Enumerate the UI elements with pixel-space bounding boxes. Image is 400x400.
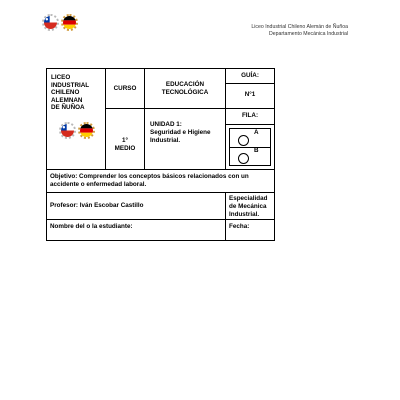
option-a-row[interactable] [238,129,259,146]
school-name-line: DE ÑUÑOA [51,104,85,112]
specialty-line: Especialidad de Mecánica [229,195,268,210]
school-name-line: LICEO [51,74,71,81]
objective-line: Objetivo: Comprender los conceptos básicos relacionados con un [50,173,249,180]
school-name-line: ALEMNAN [51,96,83,104]
germany-flag-gear-icon [61,14,78,31]
date-cell[interactable] [226,219,275,240]
curso-value-cell [106,109,145,170]
school-name-line: CHILENO [51,89,80,97]
header-department: Departamento Mecánica Industrial [268,31,348,37]
fila-label: FILA: [226,109,274,125]
option-b-label: B [254,147,259,154]
curso-value-line: MEDIO [114,144,136,152]
unit-cell [145,109,226,170]
objective-cell [47,170,275,193]
guide-header-table [46,68,275,241]
specialty-line: Industrial. [229,210,260,218]
subject-label-line: EDUCACIÓN [165,81,205,88]
curso-label-cell [106,69,145,109]
student-name-cell[interactable] [47,219,226,240]
curso-value-line: 1° [121,137,129,144]
chile-flag-gear-icon [42,14,59,31]
objective-line: accidente o enfermedad laboral. [50,180,147,188]
teacher-label: Profesor: Iván Escobar Castillo [50,202,144,210]
option-a-radio[interactable] [238,135,249,146]
unit-line: Industrial. [150,136,181,144]
header-institution: Liceo Industrial Chileno Alemán de Ñuñoa [251,24,348,30]
option-a-label: A [254,129,259,136]
unit-line: Seguridad e Higiene [150,128,211,136]
school-logo-top [42,14,78,31]
unit-line: UNIDAD 1: [150,121,182,128]
guia-label: GUÍA: [226,69,274,84]
germany-flag-gear-icon [78,122,95,139]
chile-flag-gear-icon [59,122,76,139]
subject-cell [145,69,226,109]
guia-cell [226,69,275,109]
teacher-cell [47,193,226,220]
school-logo-table [59,122,102,139]
date-label: Fecha: [229,222,250,230]
subject-label-line: TECNOLÓGICA [161,88,209,96]
student-name-label: Nombre del o la estudiante: [50,222,133,230]
fila-cell [226,109,275,170]
curso-label: CURSO [113,85,137,92]
school-name-line: INDUSTRIAL [51,81,90,89]
option-b-radio[interactable] [238,153,249,164]
school-cell [47,69,106,170]
guia-number: N°1 [244,91,256,98]
specialty-cell [226,193,275,220]
option-b-row[interactable] [238,147,259,164]
fila-options-box [229,128,271,166]
